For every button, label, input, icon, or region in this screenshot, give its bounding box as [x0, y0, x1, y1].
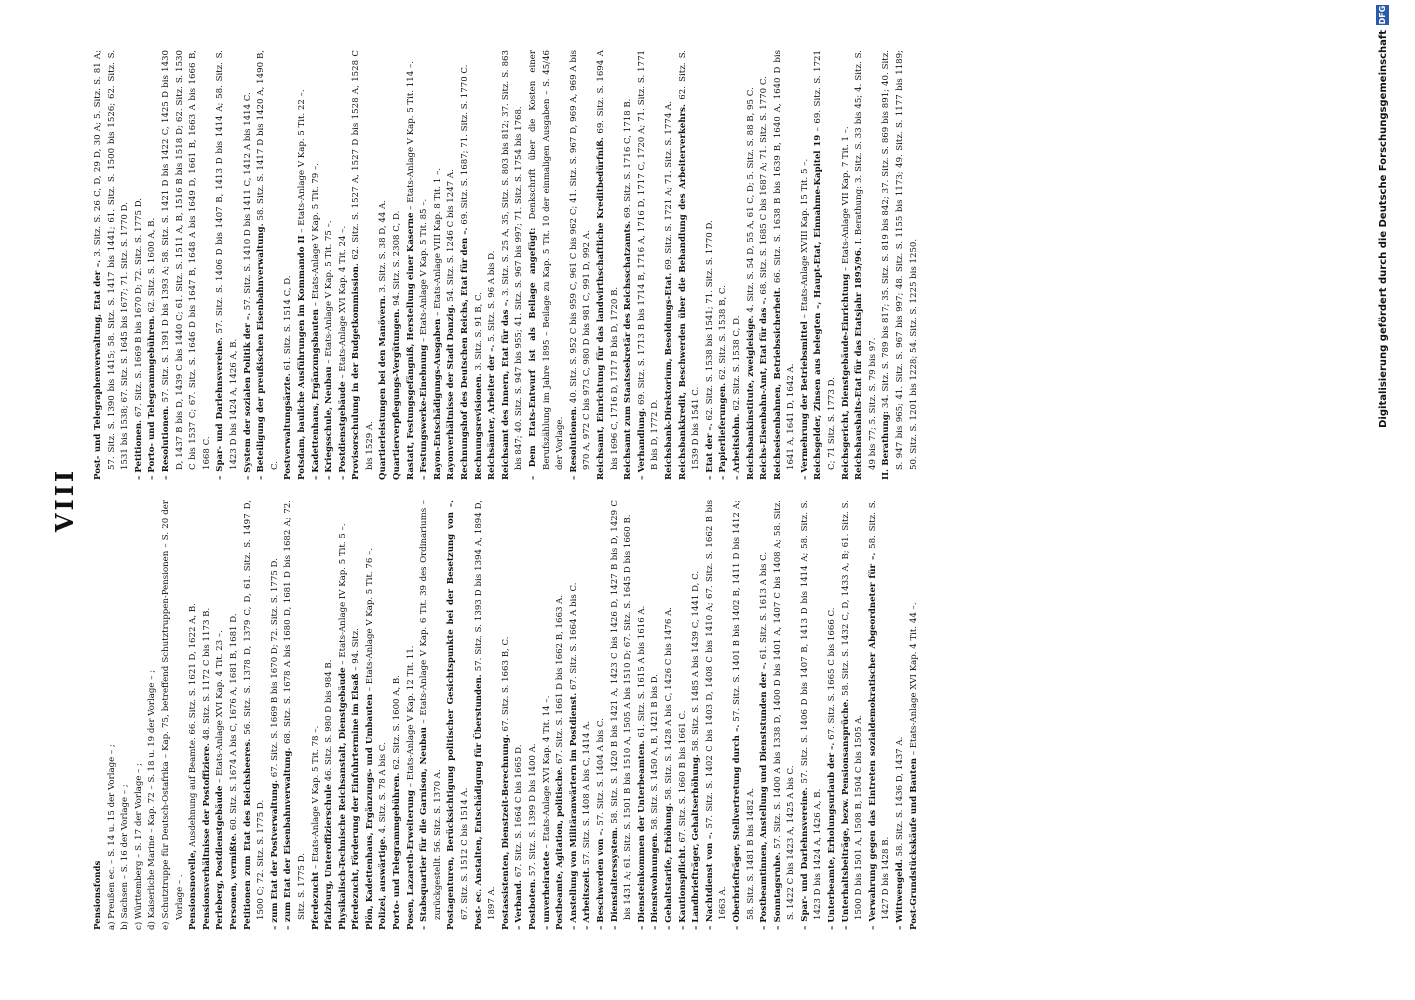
index-entry-references: 58. Sitz. S. 1485 A bis 1439 C, 1441 D, C.	[691, 570, 702, 752]
index-entry	[704, 50, 718, 480]
index-entry-references: – Etats-Anlage V Kap. 5 Tit. 22 –.	[296, 89, 307, 233]
index-entry-references: c) Württemberg – S. 17 der Vorlage – ;	[133, 762, 144, 930]
index-entry-heading: Petitionen zum Etat des Reichsheeres.	[242, 738, 253, 930]
index-entry-heading: Reichsämter, Arbeiter der –.	[487, 344, 498, 480]
index-entry-heading: – Postdienstgebäude	[337, 381, 348, 480]
index-entry-references: 4. Sitz. S. 54 D, 55 A, 61 C, D; 5. Sitz. S. 88 B, 95 C.	[745, 87, 756, 313]
index-entry	[663, 50, 677, 480]
index-entry-heading: – Papierlieferungen.	[718, 382, 729, 480]
index-entry-heading: – Kriegsschule, Neubau	[324, 366, 335, 480]
index-entry-references: 69. Sitz. S. 1713 B bis 1714 B, 1716 A, 1716 D, 1717 C, 1720 A; 71. Sitz. S. 1771 B bis D, 1772 D.	[636, 50, 661, 470]
index-entry-heading: – Verband.	[514, 880, 525, 930]
index-entry-references: 58. Sitz. S. 1417 D bis 1420 A, 1490 B, C.	[256, 50, 280, 470]
index-entry	[527, 50, 568, 480]
index-entry-references: 3. Sitz. S. 25 A, 35, Sitz. S. 803 bis 812; 37. Sitz. S. 863 bis 847; 40. Sitz. S. 947 bis 955; 41. Sitz. S. 967 bis 997; 71. Sitz. S. 1754 bis 1768.	[500, 50, 525, 470]
index-entry	[649, 500, 663, 930]
index-entry	[568, 50, 595, 480]
index-entry	[500, 50, 527, 480]
index-entry	[310, 500, 324, 930]
index-entry-heading: – Oberbriefträger, Stellvertretung durch –.	[731, 724, 742, 930]
index-entry-references: 67. Sitz. S. 1664 A bis C.	[568, 582, 579, 690]
index-entry-references: – Etats-Anlage XVI Kap. 4 Tit. 44 –.	[908, 602, 919, 756]
index-entry	[894, 500, 908, 930]
index-entry-heading: – Gehaltstarife, Erhöhung.	[663, 802, 674, 930]
index-entry-heading: Reichseisenbahnen, Betriebssicherheit.	[772, 287, 783, 480]
index-entry-references: 61. Sitz. S. 1613 A bis C.	[759, 551, 770, 660]
index-entry-heading: – System der sozialen Politik der –.	[242, 312, 253, 480]
index-entry-references: 57. Sitz. S. 1406 D bis 1407 B, 1413 D bis 1414 A; 58. Sitz. S. 1423 D bis 1424 A, 1426 A, B.	[215, 50, 239, 470]
index-entry	[758, 500, 772, 930]
index-entry	[432, 50, 446, 480]
index-entry-references: 58. Sitz. S. 1427 D bis 1428 B.	[867, 500, 892, 920]
index-entry-references: – Etats-Anlage XVI Kap. 4 Tit. 24 –.	[337, 225, 348, 379]
index-entry	[799, 500, 826, 930]
index-entry	[350, 500, 364, 930]
index-entry-heading: Reichsbankkredit, Beschwerden über die Behandlung des Arbeiterverkehrs.	[677, 103, 688, 480]
index-entry	[581, 500, 595, 930]
index-entry-references: 57. Sitz. S. 1408 A bis C, 1414 A.	[582, 720, 593, 865]
index-entry-references: 67. Sitz. S. 1664 C bis 1665 D.	[514, 744, 525, 878]
index-entry-references: e) Schutztruppe für Deutsch-Ostafrika – Kap. 75, betreffend Schutztruppen-Pensionen – S. 20 der Vorlage – .	[160, 500, 185, 930]
index-entry-heading: – Stabsquartier für die Garnison, Neubau	[419, 727, 430, 930]
index-entry-heading: – Unterhaltsbeiträge, bezw. Pensionsansprüche.	[840, 698, 851, 930]
index-entry-heading: Post- ec. Anstalten, Entschädigung für Überstunden.	[473, 674, 484, 930]
index-entry-references: 68. Sitz. S. 1678 A bis 1680 D, 1681 D bis 1682 A; 72. Sitz. S. 1775 D.	[283, 500, 307, 920]
index-entry-heading: – Spar- und Darlehnsvereine.	[799, 787, 810, 930]
index-entry	[745, 50, 759, 480]
index-entry-heading: – zum Etat der Postverwaltung.	[269, 779, 280, 930]
index-entry-references: a) Preußen ec. – S. 14 u. 15 der Vorlage – ;	[106, 744, 117, 930]
index-entry-references: 54. Sitz. S. 1246 C bis 1247 A.	[446, 169, 457, 302]
index-entry-references: 58. Sitz. S. 1432 C, D, 1433 A, B; 61. Sitz. S. 1500 D bis 1501 A, 1508 B, 1504 C bis 1505 A.	[840, 500, 865, 920]
index-entry-references: 46. Sitz. S. 980 D bis 984 B.	[324, 659, 335, 782]
index-entry-references: – Etats-Anlage XVI Kap. 4 Tit. 23 –.	[215, 630, 226, 783]
index-entry-heading: Rechnungshof des Deutschen Reichs, Etat für den –.	[460, 227, 471, 480]
index-entry	[663, 500, 677, 930]
index-entry-heading: – Nachtdienst von –.	[704, 831, 715, 930]
index-entry	[146, 500, 160, 930]
index-entry-references: 4. Sitz. S. 78 A bis C.	[378, 742, 389, 834]
index-entry-heading: – Diensteinkommen der Unterbeamten.	[636, 740, 647, 930]
index-entry-heading: Postassistenten, Dienstzeit-Berechnung.	[500, 734, 511, 930]
index-entry-heading: – Arbeitslohn.	[731, 413, 742, 480]
index-entry-references: 40. Sitz. S. 952 C bis 959 C, 961 C bis 962 C; 41. Sitz. S. 967 D, 969 A, 969 A bis 970 A, 972 C bis 973 C, 980 D bis 981 C, 991 D, 992 A.	[568, 50, 593, 470]
index-entry-heading: – Wittwengeld.	[895, 859, 906, 930]
index-entry-references: 57. Sitz. S. 1410 D bis 1411 C, 1412 A bis 1414 C.	[242, 92, 253, 311]
index-entry-heading: Rechnungsrevisionen.	[473, 373, 484, 480]
index-entry-heading: Perleberg, Postdienstgebäude	[215, 785, 226, 930]
index-entry-heading: Reichsgelder, Zinsen aus belegten –, Haupt-Etat, Einnahme-Kapitel 19	[813, 134, 824, 480]
index-entry	[214, 50, 241, 480]
index-entry-heading: Reichsbankinstitute, zweigleisige.	[745, 315, 756, 480]
index-entry-heading: Reichsamt des Innern, Etat für das –.	[500, 298, 511, 480]
index-entry-references: 67. Sitz. S. 1661 D bis 1662 B, 1663 A.	[555, 594, 566, 764]
index-entry-references: 61. Sitz. S. 1615 A bis 1616 A.	[636, 605, 647, 738]
index-entry-references: – Etats-Anlage V Kap. 6 Tit. 39 des Ordinariums – zurückgestellt. 56. Sitz. S. 1370 A.	[419, 500, 443, 920]
index-entry	[187, 500, 201, 930]
index-entry-references: 67. Sitz. S. 1660 B bis 1661 C.	[677, 710, 688, 843]
index-entry-heading: – Dienstalterssystem.	[609, 827, 620, 930]
index-entry-heading: – Verhandlung.	[636, 407, 647, 480]
index-entry-references: b) Sachsen – S. 16 der Vorlage – ;	[120, 784, 131, 930]
index-entry-references: – Etats-Anlage XVI Kap. 4 Tit. 14 –.	[541, 695, 552, 849]
index-entry-heading: Reichsamt, Einrichtung für das landwirthschaftliche Kreditbedürfniß.	[595, 137, 606, 480]
index-entry-heading: Reichshaushalts-Etat für das Etatsjahr 1895/96.	[854, 247, 865, 480]
index-entry-heading: – unverheiratete	[541, 851, 552, 930]
index-entry	[459, 50, 473, 480]
index-entry	[704, 500, 731, 930]
index-entry	[350, 50, 377, 480]
index-entry	[418, 500, 445, 930]
index-entry-heading: – Dienstwohnungen.	[650, 832, 661, 930]
index-entry	[758, 50, 772, 480]
index-entry-references: 62. Sitz. S. 1538 B, C.	[718, 285, 729, 380]
index-entry-references: – Etats-Anlage V Kap. 5 Tit. 75 –.	[324, 220, 335, 364]
index-entry-heading: Postboten.	[528, 878, 538, 930]
index-entry-references: – Etats-Anlage VII Kap. 7 Tit. 1 –.	[840, 126, 851, 271]
index-entry	[731, 50, 745, 480]
index-entry-references: 34. Sitz. S. 789 bis 817; 35. Sitz. S. 819 bis 842; 37. Sitz. S. 869 bis 891; 40. Sitz. S. 947 bis 965; 41. Sitz. S. 967 bis 997; 48. Sitz. S. 1155 bis 1173; 49. Sitz. S. 1177 bis 1189; 50. Sitz. S. 1201 bis 1228; 54. Sitz. S. 1225 bis 1250.	[881, 50, 919, 470]
index-entry	[391, 500, 405, 930]
index-entry-references: – Etats-Anlage V Kap. 5 Tit. 78 –.	[310, 725, 321, 870]
index-entry	[445, 50, 459, 480]
index-entry-heading: – Arbeitszeit.	[582, 867, 593, 930]
index-entry	[92, 50, 133, 480]
index-entry-references: 48. Sitz. S. 1172 C bis 1173 B.	[201, 607, 212, 741]
index-entry-references: 3. Sitz. S. 26 C, D, 29 D, 30 A; 5. Sitz. S. 81 A; 57. Sitz. S. 1390 bis 1415; 58. Sitz. S. 1417 bis 1441; 61. Sitz. S. 1500 bis 1526; 62. Sitz. S. 1531 bis 1538; 67. Sitz. S. 1645 bis 1677; 71. Sitz. S. 1770 D.	[93, 50, 131, 470]
index-entry-heading: Provisorschulung in der Budgetkommission.	[351, 263, 362, 480]
index-entry	[296, 50, 310, 480]
index-entry	[146, 50, 160, 480]
index-entry	[568, 500, 582, 930]
index-entry	[867, 500, 894, 930]
index-entry	[812, 50, 839, 480]
index-entry-heading: Personen, vermißte.	[228, 832, 239, 930]
index-entry	[242, 500, 269, 930]
index-entry-references: – Etats-Anlage V Kap. 5 Tit. 114 –.	[405, 61, 416, 210]
index-entry-heading: Reichsbank-Direktorium, Besoldungs-Etat.	[663, 272, 674, 480]
dfg-logo: DFG	[1378, 5, 1387, 25]
index-entry	[677, 500, 691, 930]
index-entry-references: 62. Sitz. S. 1538 C, D.	[731, 315, 742, 411]
index-entry-references: – 94. Sitz.	[351, 627, 362, 671]
index-entry-heading: – Landbriefträger, Gehaltserhöhung.	[691, 754, 702, 930]
index-entry	[826, 500, 840, 930]
index-entry-references: 58. Sitz. S. 1450 A, B, 1421 B bis D.	[650, 673, 661, 830]
index-entry-heading: Rayon-Entschädigungs-Ausgaben	[432, 318, 443, 480]
index-entry	[595, 500, 609, 930]
index-entry	[840, 50, 854, 480]
index-entry	[106, 500, 120, 930]
index-entry	[772, 500, 799, 930]
index-entry-references: 67. Sitz. S. 1669 B bis 1670 D; 72. Sitz. S. 1775 D.	[269, 558, 280, 778]
index-entry	[391, 50, 405, 480]
index-entry	[337, 50, 351, 480]
index-entry-references: Ausdehnung auf Beamte. 66. Sitz. S. 1621 D, 1622 A, B.	[188, 603, 199, 847]
index-entry-heading: Rayonverhältnisse der Stadt Danzig.	[446, 304, 457, 480]
index-entry-references: 69. Sitz. S. 1687; 71. Sitz. S. 1770 C.	[460, 64, 471, 225]
index-entry-heading: Posen, Lazareth-Erweiterung	[405, 789, 416, 930]
index-entry-references: 69. Sitz. S. 1716 C, 1718 B.	[623, 98, 634, 219]
index-entry-heading: Polizei, auswärtige.	[378, 836, 389, 930]
index-entry-heading: – Verwahrung gegen das Eintreten sozialdemokratischer Abgeordneter für –.	[867, 552, 878, 930]
index-entry	[636, 500, 650, 930]
index-entry	[445, 500, 472, 930]
index-entry	[500, 500, 514, 930]
index-entry-heading: Pfalzburg, Unteroffizierschule	[324, 784, 335, 930]
index-entry	[527, 500, 541, 930]
index-entry-heading: Quartierverpflegungs-Vergütungen.	[392, 308, 403, 480]
index-entry-references: 61. Sitz. S. 1514 C, D.	[283, 275, 294, 371]
index-entry	[513, 500, 527, 930]
index-entry-references: 66. Sitz. S. 1638 B bis 1639 B, 1640 A, 1640 D bis 1641 A, 1641 D, 1642 A.	[772, 50, 797, 470]
index-entry-heading: Pensionsverhältnisse der Postoffiziere.	[201, 743, 212, 930]
index-entry-heading: – Dem Etats-Entwurf ist als Beilage angefügt:	[528, 227, 538, 480]
index-entry	[731, 500, 758, 930]
index-entry-references: 3. Sitz. S. 38 D, 44 A.	[378, 200, 389, 293]
index-entry	[310, 50, 324, 480]
index-entry-heading: – Beteiligung der preußischen Eisenbahnverwaltung.	[256, 223, 267, 480]
index-entry-heading: – Festungswerke-Einebnung	[419, 344, 430, 480]
index-entry-references: 58. Sitz. S. 1428 A bis C, 1426 C bis 1476 A.	[663, 606, 674, 800]
index-entry-heading: – Postbeamtinnen, Anstellung und Dienststunden der –.	[759, 662, 770, 930]
index-entry	[364, 500, 378, 930]
index-entry-references: 57. Sitz. S. 1406 D bis 1407 B, 1413 D bis 1414 A; 58. Sitz. S. 1423 D bis 1424 A, 1426 A, B.	[799, 500, 824, 920]
index-entry	[282, 50, 296, 480]
index-entry-heading: Potsdam, bauliche Ausführungen im Kommando II	[296, 235, 307, 480]
index-entry	[133, 50, 147, 480]
index-entry-heading: Post-Grundstückskäufe und Bauten	[908, 758, 919, 930]
index-entry-heading: Postagenturen, Berücksichtigung politischer Gesichtspunkte bei der Besetzung von –.	[446, 500, 457, 930]
index-entry	[282, 500, 309, 930]
index-entry-references: – Etats-Anlage V Kap. 12 Tit. 11.	[405, 645, 416, 788]
index-entry	[133, 500, 147, 930]
index-entry	[418, 50, 432, 480]
index-entry-heading: – Petitionen.	[133, 419, 144, 480]
index-entry-heading: – Vermehrung der Betriebsmittel	[799, 321, 810, 480]
index-entry-heading: Pensionsnovelle,	[188, 849, 199, 930]
index-entry-heading: Reichsamt zum Staatssekretär des Reichsschatzamts.	[623, 220, 634, 480]
index-entry	[880, 50, 921, 480]
index-entry-references: 58. Sitz. S. 1436 D, 1437 A.	[895, 736, 906, 857]
index-entry-references: 57. Sitz. S. 1399 D bis 1400 A.	[528, 743, 538, 877]
index-entry-heading: Pensionsfonds	[93, 860, 103, 930]
index-entry-heading: Postbeamte, Agitation, politische.	[555, 766, 566, 930]
index-entry	[160, 50, 214, 480]
index-entry-heading: Porto- und Telegrammgebühren.	[392, 772, 403, 930]
index-entry-heading: – Kadettenhaus, Ergänzungsbauten	[310, 309, 321, 480]
index-entry-references: – Etats-Anlage XVIII Kap. 15 Tit. 5 –.	[799, 158, 810, 319]
index-entry-references: 62. Sitz. S. 1600 A, B.	[147, 217, 158, 313]
index-entry	[269, 500, 283, 930]
index-entry-references: 62. Sitz. S. 1600 A, B.	[392, 675, 403, 770]
index-entry-references: – Etats-Anlage V Kap. 5 Tit. 85 –.	[419, 198, 430, 343]
index-entry-heading: Postverwaltungsärzte.	[283, 373, 294, 480]
index-entry	[323, 500, 337, 930]
index-entry	[405, 50, 419, 480]
index-entry-references: 67. Sitz. S. 1512 C bis 1514 A.	[460, 787, 471, 920]
index-entry-references: 67. Sitz. S. 1663 B, C.	[500, 636, 511, 732]
index-entry-references: 62. Sitz. S. 1538 bis 1541; 71. Sitz. S. 1770 D.	[704, 220, 715, 421]
index-entry	[255, 50, 282, 480]
index-entry	[840, 500, 867, 930]
index-entry-references: 57. Sitz. S. 1402 C bis 1403 D, 1408 C bis 1410 A; 67. Sitz. S. 1662 B bis 1663 A.	[704, 500, 729, 920]
index-entry-heading: – Spar- und Darlehnsvereine.	[215, 337, 226, 480]
index-entry-heading: – Anstellung von Militäranwärtern im Postdienst.	[568, 692, 579, 930]
index-entry	[92, 500, 106, 930]
index-entry	[622, 50, 636, 480]
index-entry-references: 94. Sitz. S. 2308 C, D.	[392, 210, 403, 306]
index-entry	[486, 50, 500, 480]
index-entry-references: 3. Sitz. S. 91 B, C.	[473, 292, 484, 371]
index-entry-references: Denkschrift über die Kosten einer Berufszählung im Jahre 1895 – Beilage zu Kap. 5 Tit. 10 der einmaligen Ausgaben – S. 45/46 der Vorlage.	[528, 50, 566, 470]
index-entry	[554, 500, 568, 930]
index-entry-references: 67. Sitz. S. 1669 B bis 1670 D; 72. Sitz. S. 1775 D.	[133, 197, 144, 418]
index-entry	[677, 50, 704, 480]
index-entry-heading: – zum Etat der Eisenbahnverwaltung.	[283, 747, 294, 930]
index-entry	[377, 50, 391, 480]
index-entry	[473, 500, 500, 930]
index-entry-references: 68. Sitz. S. 1685 C bis 1687 A; 71. Sitz. S. 1770 C.	[759, 76, 770, 295]
index-entry-heading: – Sonntagsruhe.	[772, 852, 783, 930]
index-entry	[201, 500, 215, 930]
index-entry-references: 58. Sitz. S. 1420 B bis 1421 A, 1423 C bis 1426 D, 1427 B bis D, 1429 C bis 1431 A; 61. Sitz. S. 1501 B bis 1510 A, 1505 A bis 1510 D; 67. Sitz. S. 1645 D bis 1660 B.	[609, 500, 634, 920]
index-entry-references: 60. Sitz. S. 1674 A bis C, 1676 A, 1681 B, 1681 D.	[228, 613, 239, 831]
index-entry-heading: – Etat der –.	[704, 423, 715, 480]
index-entry-references: 57. Sitz. S. 1391 D bis 1393 A; 58. Sitz. S. 1421 D bis 1422 C, 1425 D bis 1430 D, 1437 B bis D, 1439 C bis 1440 C; 61. Sitz. S. 1511 A, B, 1516 B bis 1518 D; 62. Sitz. S. 1530 C bis 1537 C; 67. Sitz. S. 1646 D bis 1647 B, 1648 A bis 1649 D, 1661 B, 1663 A bis 1666 B, 1668 C.	[160, 50, 212, 470]
index-entry-references: 67. Sitz. S. 1665 C bis 1666 C.	[827, 607, 838, 740]
index-entry	[405, 500, 419, 930]
index-entry	[228, 500, 242, 930]
index-entry-heading: – Beschwerden von –.	[595, 828, 606, 930]
index-entry-references: 62. Sitz. S. 1527 A, 1527 D bis 1528 A, 1528 C bis 1529 A.	[351, 50, 375, 470]
index-entry-references: 5. Sitz. S. 96 A bis D.	[487, 250, 498, 342]
index-entry-heading: – Kautionspflicht.	[677, 845, 688, 930]
index-entry	[214, 500, 228, 930]
page-number: VIII	[50, 467, 79, 533]
index-entry-references: 57. Sitz. S. 1400 A bis 1338 D, 1400 D bis 1401 A, 1407 C bis 1408 A; 58. Sitz. S. 1422 C bis 1423 A, 1425 A bis C.	[772, 500, 797, 920]
left-index-column	[92, 500, 1375, 930]
dfg-funding-note: Digitalisierung gefördert durch die Deutsche Forschungsgemeinschaft	[1378, 30, 1389, 428]
index-entry-references: – 69. Sitz. S. 1721 C; 71 Sitz. S. 1773 D.	[813, 50, 838, 470]
index-entry-references: 62. Sitz. S. 1539 D bis 1541 C.	[677, 50, 702, 470]
index-entry	[853, 50, 880, 480]
index-entry	[541, 500, 555, 930]
index-entry-heading: Quartierleistungen bei den Manövern.	[378, 295, 389, 480]
index-entry	[377, 500, 391, 930]
index-entry-heading: Pferdezucht, Förderung der Einfuhrtermine im Elsaß	[351, 673, 362, 930]
index-entry-references: 57. Sitz. S. 1401 B bis 1402 B, 1411 D bis 1412 A; 58. Sitz. S. 1481 B bis 1482 A.	[731, 500, 756, 920]
index-entry-heading: Rastatt, Festungsgefängniß, Herstellung einer Kaserne	[405, 212, 416, 480]
index-entry-references: 56. Sitz. S. 1378 D, 1379 C, D, 61. Sitz. S. 1497 D, 1500 C; 72. Sitz. S. 1775 D.	[242, 500, 267, 920]
index-entry-heading: – Unterbeamte, Erholungsurlaub der –.	[827, 742, 838, 930]
index-entry	[337, 500, 351, 930]
index-entry-references: – Etats-Anlage V Kap. 5 Tit. 76 –.	[364, 547, 375, 692]
index-entry-references: 57. Sitz. S. 1393 D bis 1394 A, 1894 D, 1897 A.	[473, 500, 498, 920]
index-entry	[609, 500, 636, 930]
index-entry	[119, 500, 133, 930]
index-entry	[772, 50, 799, 480]
index-entry-heading: Physikalisch-Technische Reichsanstalt, Dienstgebäude	[337, 667, 348, 930]
index-entry-references: – Etats-Anlage IV Kap. 5 Tit. 5 –.	[337, 523, 348, 665]
index-entry-heading: Pferdezucht	[310, 871, 321, 930]
index-entry-heading: Plön, Kadettenhaus, Ergänzungs- und Umbauten	[364, 693, 375, 930]
index-entry	[595, 50, 622, 480]
index-entry-heading: Reichs-Eisenbahn-Amt, Etat für das –.	[759, 297, 770, 480]
index-entry-heading: – Resolutionen.	[160, 405, 171, 480]
index-entry-references: I. Berathung: 3. Sitz. S. 33 bis 45; 4. Sitz. S. 49 bis 77; 5. Sitz. S. 79 bis 97.	[854, 50, 878, 470]
index-entry	[636, 50, 663, 480]
index-entry-heading: Reichsgericht, Dienstgebäude-Einrichtung	[840, 273, 851, 480]
index-entry	[242, 50, 256, 480]
index-entry	[908, 500, 922, 930]
index-entry	[160, 500, 187, 930]
index-entry-references: – Etats-Anlage VIII Kap. 8 Tit. 1 –.	[432, 167, 443, 316]
index-entry	[799, 50, 813, 480]
index-entry-references: 57. Sitz. S. 1404 A bis C.	[595, 718, 606, 826]
index-entry-heading: Post- und Telegraphenverwaltung, Etat der –.	[93, 259, 103, 480]
index-entry	[323, 50, 337, 480]
index-entry-heading: II. Berathung:	[881, 411, 892, 480]
index-entry	[717, 50, 731, 480]
index-entry-references: d) Kaiserliche Marine – Kap. 72 – S. 18 u. 19 der Vorlage – ;	[147, 669, 158, 930]
index-entry-references: 69. Sitz. S. 1721 A; 71. Sitz. S. 1774 A.	[663, 101, 674, 271]
index-entry-heading: – Resolutionen.	[568, 406, 579, 480]
index-entry	[690, 500, 704, 930]
right-index-column	[92, 50, 1375, 480]
index-entry-references: 69. Sitz. S. 1694 A bis 1696 C, 1716 D, 1717 B bis D, 1720 B.	[595, 50, 620, 470]
index-entry-references: – Etats-Anlage V Kap. 5 Tit. 79 –.	[310, 162, 321, 307]
index-entry	[473, 50, 487, 480]
index-entry-heading: – Porto- und Telegrammgebühren.	[147, 315, 158, 480]
